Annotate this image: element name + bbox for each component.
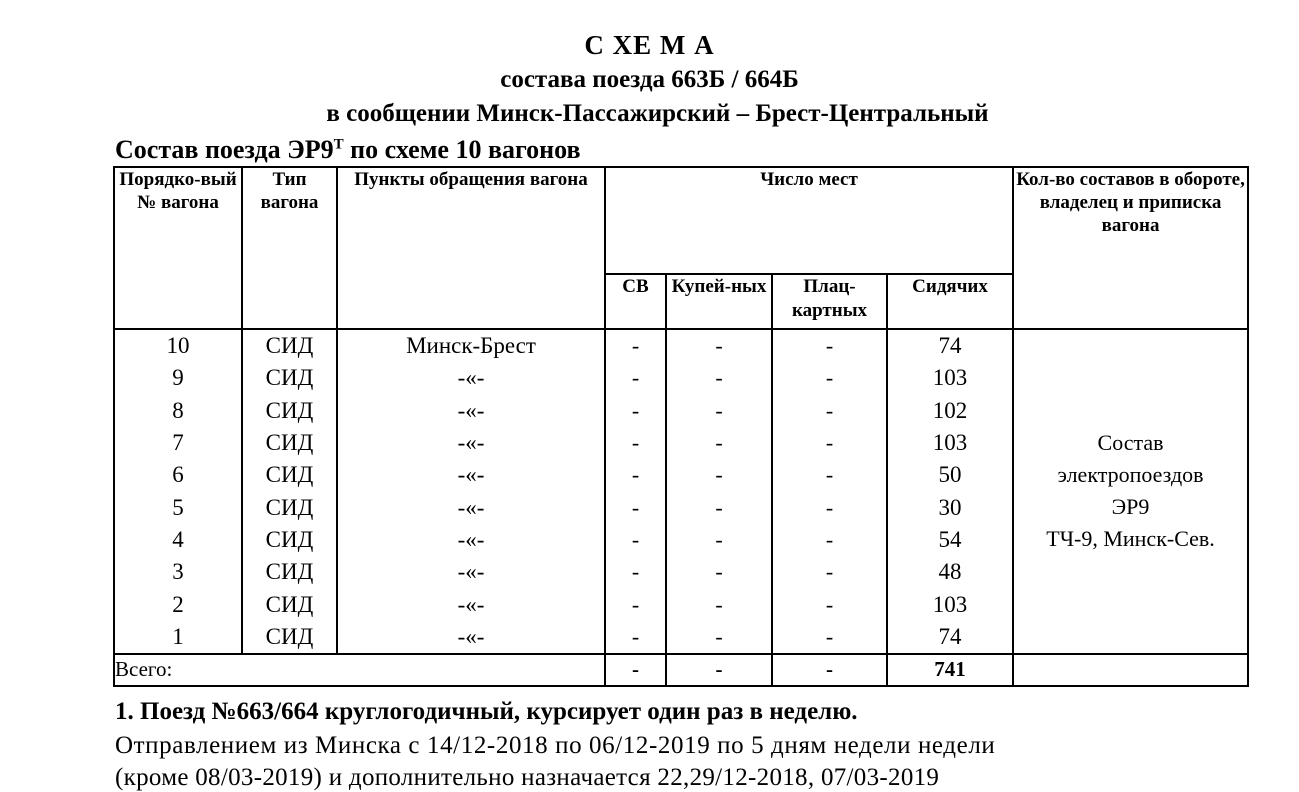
- total-owner-empty: [1013, 654, 1248, 686]
- cell-kupe: -: [666, 329, 772, 362]
- cell-plats: -: [772, 427, 887, 459]
- cell-sv: -: [605, 329, 666, 362]
- composition-caption: Состав поезда $ЭР9^Т$ по схеме 10 вагонов: [115, 135, 581, 164]
- cell-sv: -: [605, 524, 666, 556]
- cell-type: СИД: [242, 588, 337, 620]
- cell-plats: -: [772, 491, 887, 523]
- cell-type: СИД: [242, 491, 337, 523]
- table-row: [114, 329, 1248, 362]
- owner-line: электропоездов: [1057, 462, 1204, 488]
- cell-sid: 50: [887, 459, 1013, 491]
- owner-line: Состав: [1097, 430, 1164, 456]
- cell-kupe: -: [666, 362, 772, 394]
- cell-sid: 74: [887, 329, 1013, 362]
- cell-points: Минск-Брест: [337, 329, 605, 362]
- cell-num: 4: [114, 524, 242, 556]
- total-kupe: -: [666, 654, 772, 686]
- document-title: С ХЕ М А: [584, 30, 715, 60]
- header-plats: Плац-картных: [772, 274, 887, 329]
- cell-points: -«-: [337, 524, 605, 556]
- header-seats: Число мест: [605, 167, 1013, 274]
- cell-sid: 102: [887, 395, 1013, 427]
- cell-sv: -: [605, 491, 666, 523]
- cell-num: 7: [114, 427, 242, 459]
- cell-num: 1: [114, 621, 242, 654]
- cell-sv: -: [605, 556, 666, 588]
- header-sv: СВ: [605, 274, 666, 329]
- cell-type: СИД: [242, 427, 337, 459]
- cell-kupe: -: [666, 556, 772, 588]
- cell-num: 9: [114, 362, 242, 394]
- header-wagon-type: Тип вагона: [242, 167, 337, 329]
- cell-points: -«-: [337, 395, 605, 427]
- note-line-1: 1. Поезд №663/664 круглогодичный, курсирует один раз в неделю.: [115, 698, 858, 725]
- cell-sv: -: [605, 362, 666, 394]
- route-line: в сообщении Минск-Пассажирский – Брест-Центральный: [326, 100, 989, 127]
- cell-plats: -: [772, 459, 887, 491]
- total-sv: -: [605, 654, 666, 686]
- cell-plats: -: [772, 329, 887, 362]
- total-label: Всего:: [114, 654, 605, 686]
- cell-type: СИД: [242, 395, 337, 427]
- header-sid: Сидячих: [887, 274, 1013, 329]
- cell-points: -«-: [337, 491, 605, 523]
- cell-points: -«-: [337, 556, 605, 588]
- cell-num: 6: [114, 459, 242, 491]
- note-line-2: Отправлением из Минска с 14/12-2018 по 06/12-2019 по 5 дням недели недели: [115, 732, 996, 759]
- cell-type: СИД: [242, 329, 337, 362]
- cell-sv: -: [605, 427, 666, 459]
- cell-num: 5: [114, 491, 242, 523]
- cell-kupe: -: [666, 588, 772, 620]
- cell-type: СИД: [242, 524, 337, 556]
- cell-kupe: -: [666, 395, 772, 427]
- cell-plats: -: [772, 556, 887, 588]
- cell-type: СИД: [242, 362, 337, 394]
- owner-line: ТЧ-9, Минск-Сев.: [1046, 526, 1215, 552]
- cell-sid: 74: [887, 621, 1013, 654]
- cell-sid: 54: [887, 524, 1013, 556]
- cell-num: 3: [114, 556, 242, 588]
- composition-table: [113, 166, 1249, 687]
- cell-type: СИД: [242, 459, 337, 491]
- total-row: [114, 654, 1248, 686]
- cell-num: 8: [114, 395, 242, 427]
- cell-kupe: -: [666, 427, 772, 459]
- cell-sv: -: [605, 395, 666, 427]
- cell-points: -«-: [337, 459, 605, 491]
- owner-cell: [1013, 329, 1248, 654]
- cell-points: -«-: [337, 588, 605, 620]
- header-wagon-number: Порядко-вый № вагона: [114, 167, 242, 329]
- cell-plats: -: [772, 362, 887, 394]
- cell-sv: -: [605, 621, 666, 654]
- cell-num: 2: [114, 588, 242, 620]
- total-sid: 741: [887, 654, 1013, 686]
- total-plats: -: [772, 654, 887, 686]
- document-subtitle: состава поезда 663Б / 664Б: [500, 66, 799, 93]
- cell-plats: -: [772, 395, 887, 427]
- cell-sv: -: [605, 588, 666, 620]
- cell-sid: 103: [887, 362, 1013, 394]
- cell-points: -«-: [337, 427, 605, 459]
- header-points: Пункты обращения вагона: [337, 167, 605, 329]
- cell-type: СИД: [242, 621, 337, 654]
- cell-points: -«-: [337, 362, 605, 394]
- cell-sid: 103: [887, 588, 1013, 620]
- cell-plats: -: [772, 588, 887, 620]
- cell-kupe: -: [666, 621, 772, 654]
- cell-kupe: -: [666, 524, 772, 556]
- cell-num: 10: [114, 329, 242, 362]
- cell-sid: 103: [887, 427, 1013, 459]
- cell-kupe: -: [666, 491, 772, 523]
- cell-sid: 48: [887, 556, 1013, 588]
- cell-plats: -: [772, 621, 887, 654]
- header-kupe: Купей-ных: [666, 274, 772, 329]
- cell-sid: 30: [887, 491, 1013, 523]
- note-line-3: (кроме 08/03-2019) и дополнительно назначается 22,29/12-2018, 07/03-2019: [115, 764, 940, 791]
- cell-type: СИД: [242, 556, 337, 588]
- owner-line: ЭР9: [1111, 494, 1150, 520]
- cell-points: -«-: [337, 621, 605, 654]
- header-owner: Кол-во составов в обороте, владелец и приписка вагона: [1013, 167, 1248, 329]
- cell-sv: -: [605, 459, 666, 491]
- cell-plats: -: [772, 524, 887, 556]
- cell-kupe: -: [666, 459, 772, 491]
